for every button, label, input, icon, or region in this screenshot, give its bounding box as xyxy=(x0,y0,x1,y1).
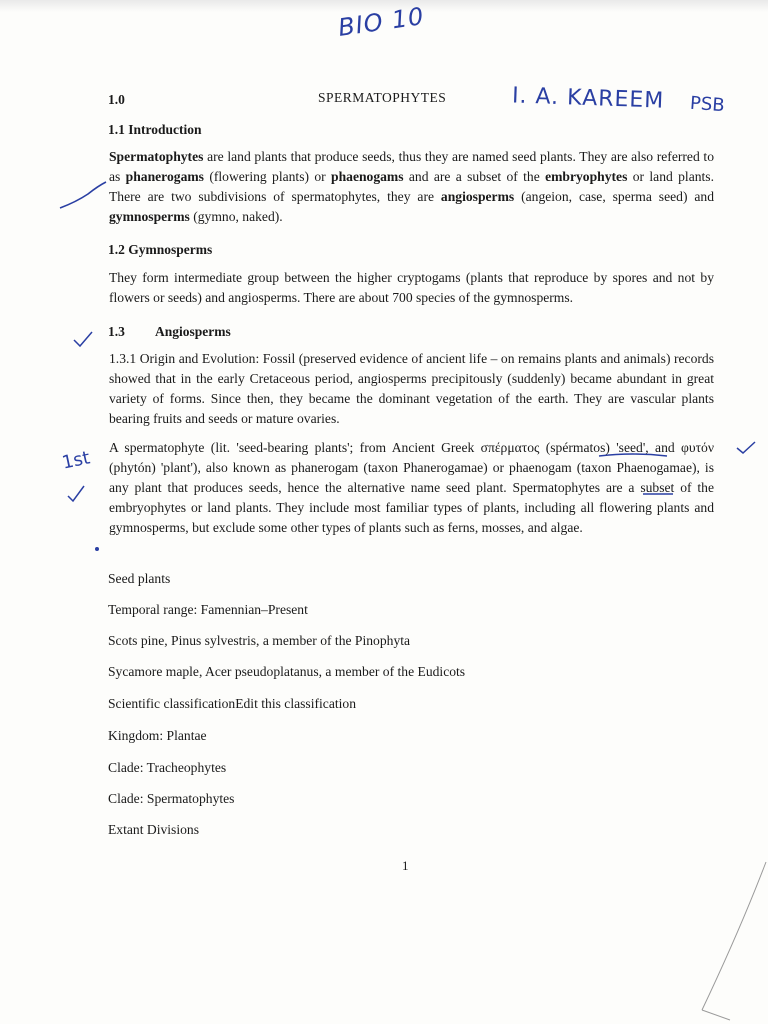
heading-gymnosperms: 1.2 Gymnosperms xyxy=(108,242,213,257)
pen-curve-mark xyxy=(58,180,108,216)
page-title: SPERMATOPHYTES xyxy=(318,90,447,105)
origin-evolution-paragraph: 1.3.1 Origin and Evolution: Fossil (preserved evidence of ancient life – on remains plants and animals) records showed that in the early Cretaceous period, angiosperms precipitously (suddenly) became abundant in great variety of forms. Since then, they became the dominant vegetation of the earth. They are vascular plants bearing fruits and seeds or mature ovaries. xyxy=(109,351,714,426)
page-number: 1 xyxy=(402,858,409,873)
section-number-1-3: 1.3 xyxy=(108,324,125,339)
line-temporal-range: Temporal range: Famennian–Present xyxy=(108,602,308,617)
section-number: 1.0 xyxy=(108,92,125,107)
heading-introduction: 1.1 Introduction xyxy=(108,122,202,137)
line-clade-spermatophytes: Clade: Spermatophytes xyxy=(108,791,235,806)
handwritten-dept: PSB xyxy=(689,92,726,117)
line-kingdom: Kingdom: Plantae xyxy=(108,728,207,743)
handwritten-course-code: BIO 10 xyxy=(336,2,427,42)
checkmark-icon xyxy=(72,330,94,350)
pen-dot-mark xyxy=(94,546,100,552)
heading-angiosperms: Angiosperms xyxy=(155,324,231,339)
pencil-stroke-mark xyxy=(690,860,768,1024)
checkmark-icon xyxy=(66,484,86,504)
line-scots-pine: Scots pine, Pinus sylvestris, a member of the Pinophyta xyxy=(108,633,411,648)
line-extant-divisions: Extant Divisions xyxy=(108,822,200,837)
handwritten-margin-note: 1st xyxy=(60,447,92,474)
introduction-paragraph: Spermatophytes are land plants that produce seeds, thus they are named seed plants. They are also referred to as phanerogams (flowering plants) or phaenogams and are a subset of the embryophytes or land plants. There are two subdivisions of spermatophytes, they are angiosperms (angeion, case, sperma seed) and gymnosperms (gymno, naked). xyxy=(109,149,715,224)
handwritten-author: I. A. KAREEM xyxy=(511,83,665,114)
line-clade-tracheophytes: Clade: Tracheophytes xyxy=(108,760,227,775)
checkmark-icon xyxy=(735,440,757,456)
line-scientific-classification: Scientific classificationEdit this classification xyxy=(108,696,357,711)
line-sycamore-maple: Sycamore maple, Acer pseudoplatanus, a member of the Eudicots xyxy=(108,664,466,679)
line-seed-plants: Seed plants xyxy=(108,571,171,586)
gymnosperms-paragraph: They form intermediate group between the higher cryptogams (plants that reproduce by spores and not by flowers or seeds) and angiosperms. There are about 700 species of the gymnosperms. xyxy=(109,270,714,305)
spermatophyte-paragraph: A spermatophyte (lit. 'seed-bearing plants'; from Ancient Greek σπέρματος (spérmatos) 'seed', and φυτόν (phytón) 'plant'), also known as phanerogam (taxon Phanerogamae) or phaenogam (taxon Phaenogamae), is any plant that produces seeds, hence the alternative name seed plant. Spermatophytes are a subset of the embryophytes or land plants. They include most familiar types of plants, including all flowering plants and gymnosperms, but exclude some other types of plants such as ferns, mosses, and algae. xyxy=(109,440,714,535)
